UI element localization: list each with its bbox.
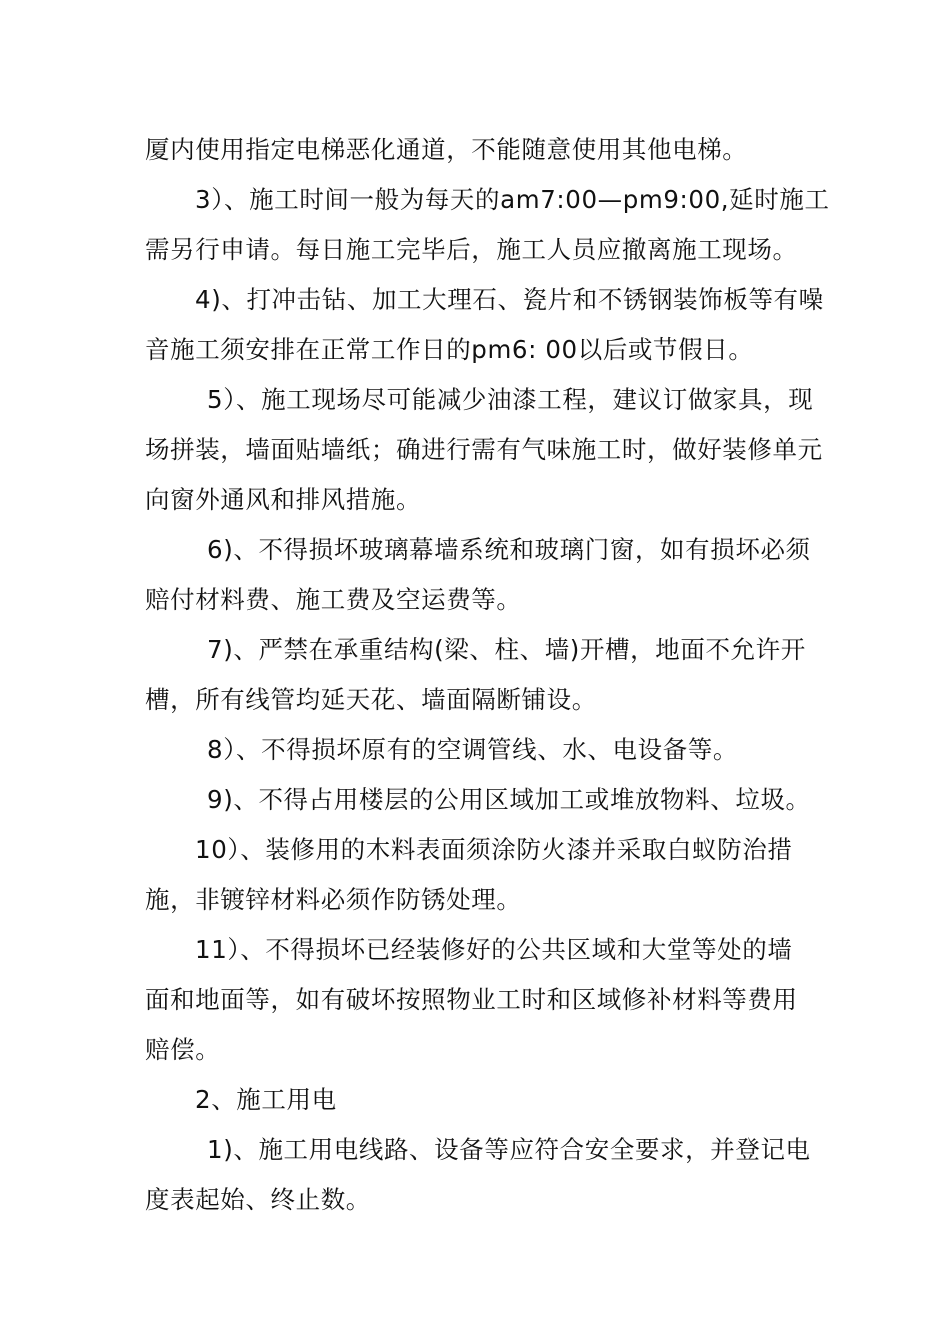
text-line: 10）、装修用的木料表面须涂防火漆并采取白蚁防治措: [195, 835, 793, 864]
text-line: 11）、不得损坏已经装修好的公共区域和大堂等处的墙: [195, 935, 793, 964]
text-line: 赔偿。: [145, 1035, 221, 1064]
paragraph-item-7: [145, 625, 810, 725]
text-line: 需另行申请。每日施工完毕后，施工人员应撤离施工现场。: [145, 235, 798, 264]
paragraph-item-6: [145, 525, 810, 625]
text-line: 向窗外通风和排风措施。: [145, 485, 422, 514]
text-line: 度表起始、终止数。: [145, 1185, 371, 1214]
document-page: [145, 125, 830, 1225]
paragraph-item-11: [145, 925, 810, 1075]
text-line: 音施工须安排在正常工作日的pm6: 00以后或节假日。: [145, 335, 754, 364]
section-heading: 2、施工用电: [195, 1085, 337, 1114]
paragraph-power-item-1: [145, 1125, 810, 1225]
text-line: 赔付材料费、施工费及空运费等。: [145, 585, 522, 614]
paragraph-elevator-continued: [145, 125, 810, 175]
paragraph-item-8: [145, 725, 810, 775]
text-line: 4)、打冲击钻、加工大理石、瓷片和不锈钢装饰板等有噪: [195, 285, 824, 314]
text-line: 9)、不得占用楼层的公用区域加工或堆放物料、垃圾。: [207, 785, 811, 814]
text-line: 槽，所有线管均延天花、墙面隔断铺设。: [145, 685, 597, 714]
text-line: 施，非镀锌材料必须作防锈处理。: [145, 885, 522, 914]
paragraph-item-9: [145, 775, 810, 825]
text-line: 7)、严禁在承重结构(梁、柱、墙)开槽，地面不允许开: [207, 635, 806, 664]
text-line: 8）、不得损坏原有的空调管线、水、电设备等。: [207, 735, 739, 764]
paragraph-item-10: [145, 825, 810, 925]
text-line: 6)、不得损坏玻璃幕墙系统和玻璃门窗，如有损坏必须: [207, 535, 811, 564]
text-line: 5）、施工现场尽可能减少油漆工程，建议订做家具，现: [207, 385, 814, 414]
text-line: 1)、施工用电线路、设备等应符合安全要求，并登记电: [207, 1135, 811, 1164]
paragraph-item-5: [145, 375, 823, 525]
paragraph-item-3: [145, 175, 830, 275]
text-line: 面和地面等，如有破坏按照物业工时和区域修补材料等费用: [145, 985, 798, 1014]
paragraph-item-4: [145, 275, 824, 375]
text-line: 厦内使用指定电梯恶化通道，不能随意使用其他电梯。: [145, 135, 748, 164]
text-line: 3）、施工时间一般为每天的am7:00—pm9:00,延时施工: [195, 185, 830, 214]
text-line: 场拼装，墙面贴墙纸；确进行需有气味施工时，做好装修单元: [145, 435, 823, 464]
section-heading-power: [145, 1075, 810, 1125]
